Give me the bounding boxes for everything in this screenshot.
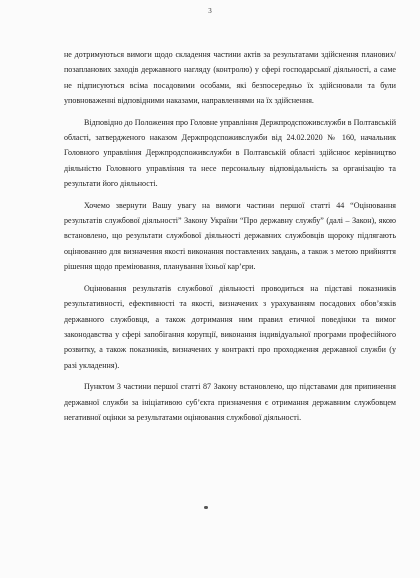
paragraph-3: Хочемо звернути Вашу увагу на вимоги частини першої статті 44 “Оцінювання результатів службової діяльності” Закону України “Про державну службу” (далі – Закон), якою встановлено, що результати службової діяльності державних службовців щороку підлягають оцінюванню для визначення якості виконання поставлених завдань, а також з метою прийняття рішення щодо преміювання, планування їхньої кар’єри. bbox=[64, 200, 396, 272]
scan-mark bbox=[204, 506, 208, 509]
paragraph-4: Оцінювання результатів службової діяльності проводиться на підставі показників результативності, ефективності та якості, визначених з урахуванням посадових обов’язків державного службовця, а також дотримання ним правил етичної поведінки та вимог законодавства у сфері запобігання корупції, виконання індивідуальної програми професійного розвитку, а також показників, визначених у контракті про проходження державної служби (у разі укладення). bbox=[64, 283, 396, 370]
document-body bbox=[64, 47, 396, 431]
page-number: 3 bbox=[208, 7, 212, 15]
paragraph-1: не дотримуються вимоги щодо складення частини актів за результатами здійснення планових/позапланових заходів державного нагляду (контролю) у сфері господарської діяльності, а саме не підписуються всіма посадовими особами, які безпосередньо їх здійснювали та були уповноваженні відповідними наказами, направленнями на їх здійснення. bbox=[64, 50, 396, 106]
paragraph-2: Відповідно до Положення про Головне управління Держпродспоживслужби в Полтавській області, затвердженого наказом Держпродспоживслужби від 24.02.2020 № 160, начальник Головного управління Держпродспоживслужби в Полтавській області здійснює керівництво діяльністю Головного управління та несе персональну відповідальність за організацію та результати його діяльності. bbox=[64, 117, 396, 189]
paragraph-5: Пунктом 3 частини першої статті 87 Закону встановлено, що підставами для припинення державної служби за ініціативою суб’єкта призначення є отримання державним службовцем негативної оцінки за результатами оцінювання службової діяльності. bbox=[64, 382, 396, 422]
